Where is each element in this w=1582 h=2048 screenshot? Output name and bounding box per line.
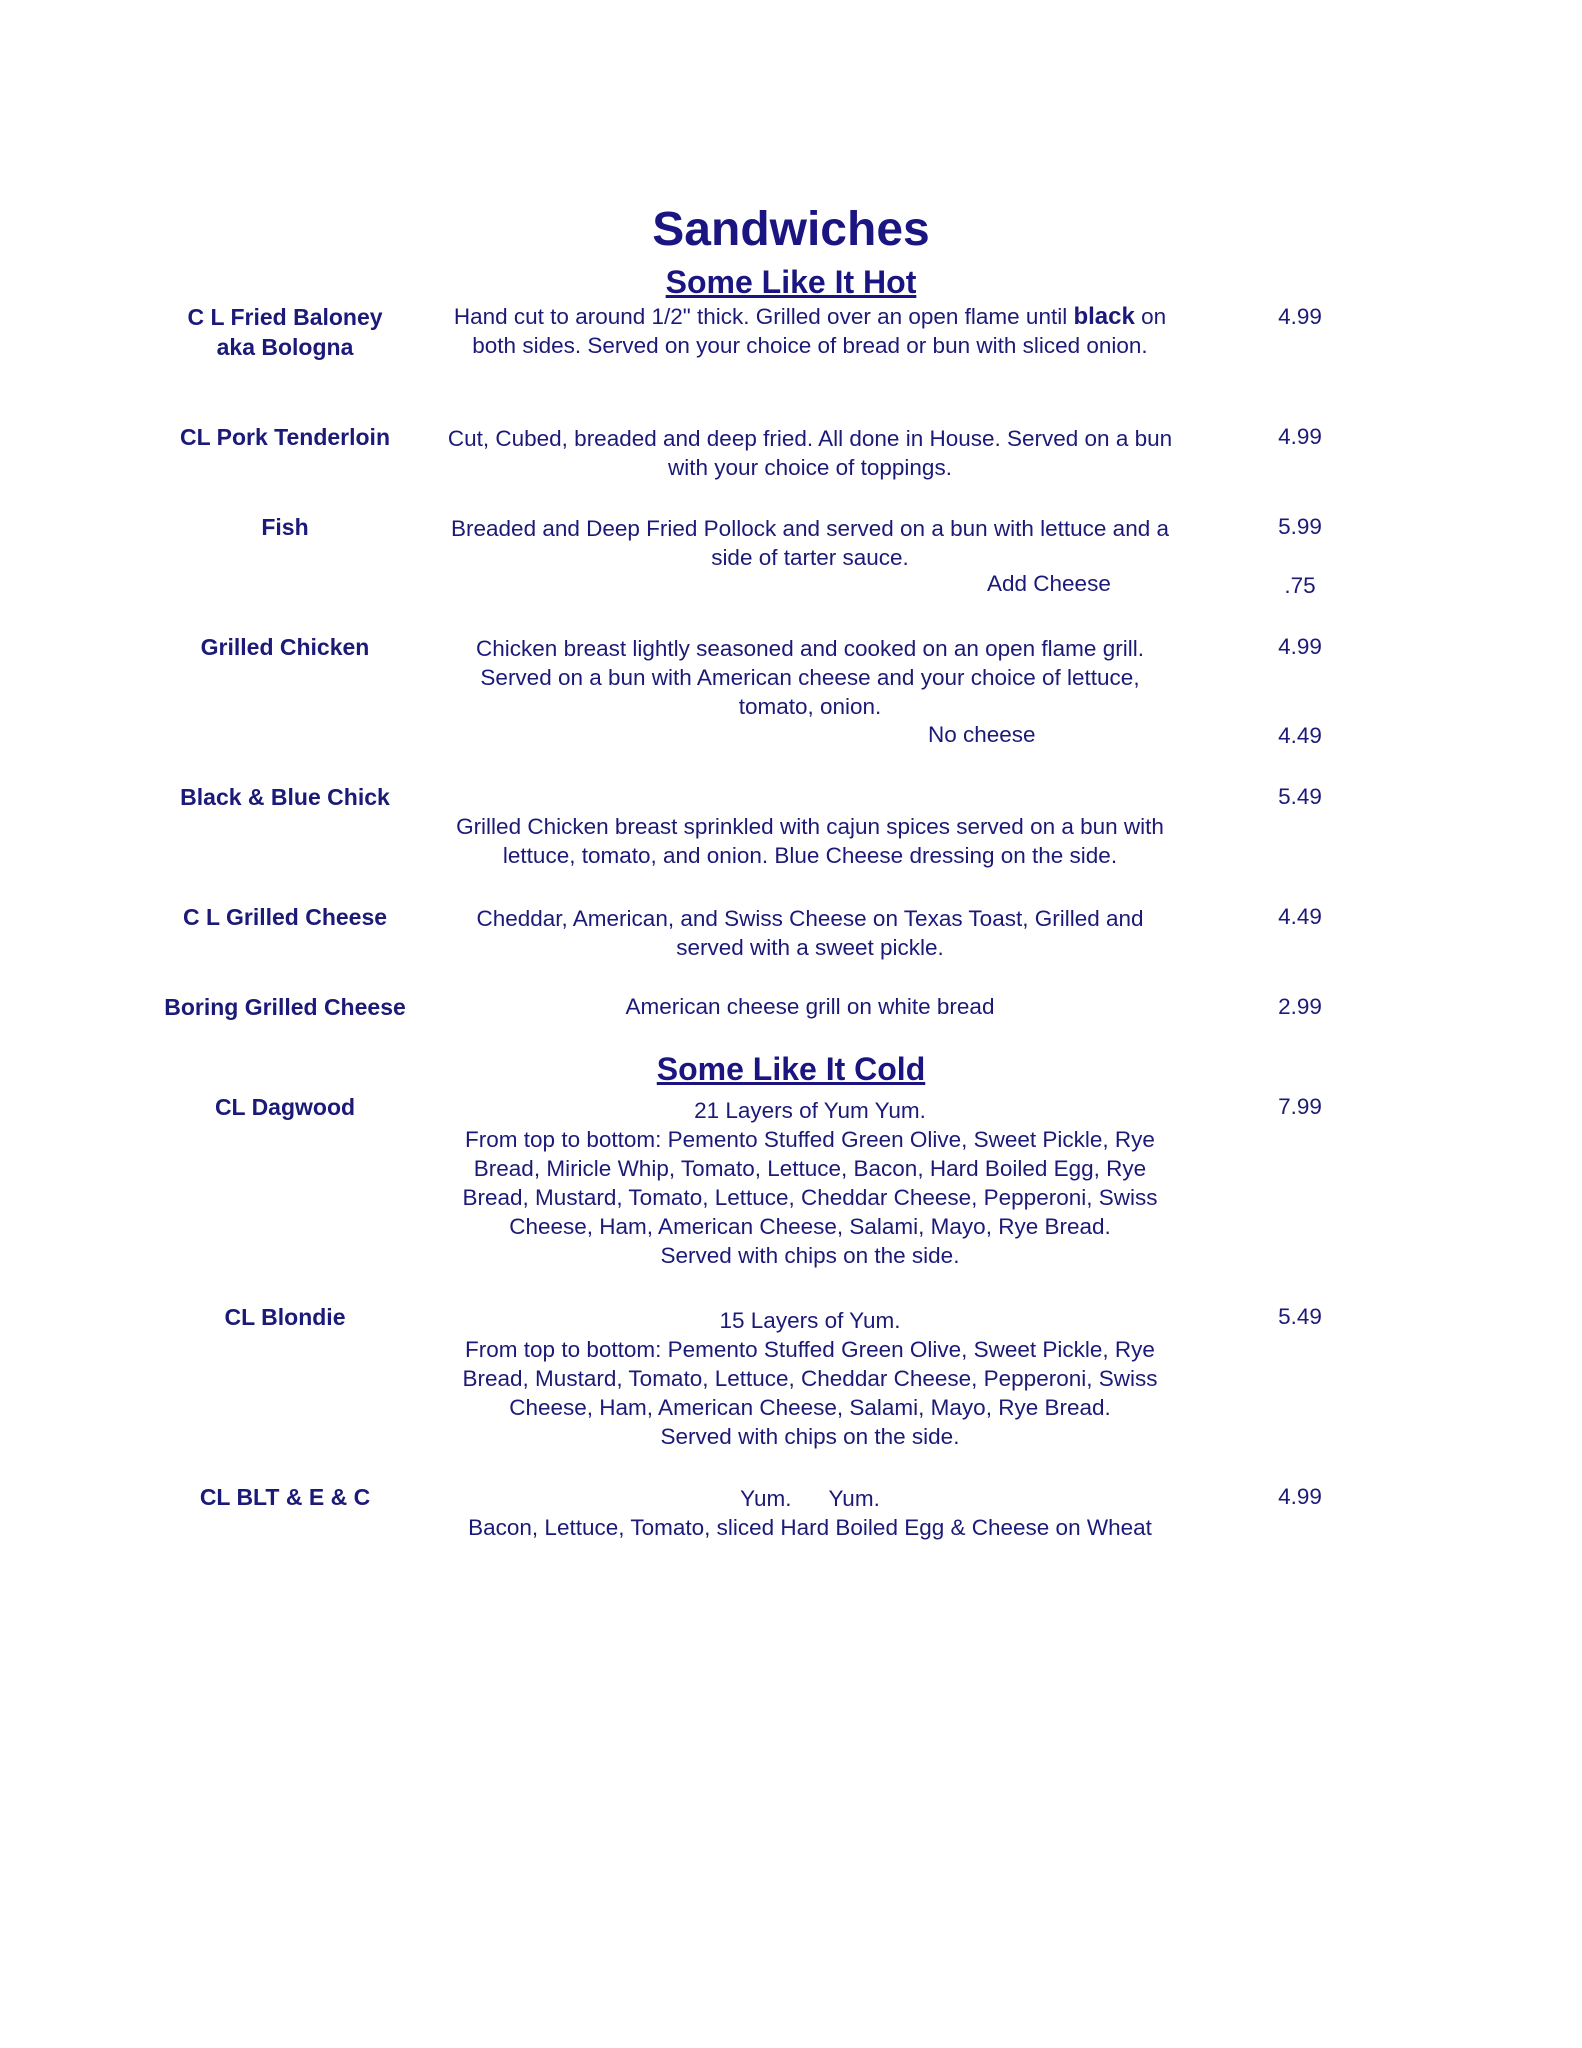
item-name: CL Dagwood	[214, 1094, 356, 1120]
item-name: Grilled Chicken	[200, 634, 370, 660]
item-description: American cheese grill on white bread	[625, 994, 995, 1019]
item-description: Cut, Cubed, breaded and deep fried. All done in House. Served on a bun with your choice of toppings.	[447, 426, 1173, 480]
description-headline: 15 Layers of Yum.	[719, 1308, 901, 1333]
item-description: Chicken breast lightly seasoned and cooked on an open flame grill. Served on a bun with American cheese and your choice of lettuce, tomato, onion.	[476, 636, 1144, 719]
description-headline: Yum. Yum.	[740, 1486, 880, 1511]
description-text: From top to bottom: Pemento Stuffed Green Olive, Sweet Pickle, Rye Bread, Miricle Whip, Tomato, Lettuce, Bacon, Hard Boiled Egg, Rye Bread, Mustard, Tomato, Lettuce, Cheddar Cheese, Pepperoni, Swiss Cheese, Ham, American Cheese, Salami, Mayo, Rye Bread.	[462, 1127, 1158, 1239]
item-name: C L Grilled Cheese	[182, 904, 388, 930]
item-price: 4.99	[1278, 634, 1322, 659]
item-description	[440, 1484, 1180, 1542]
section-heading-hot: Some Like It Hot	[665, 264, 917, 300]
item-name: Fish	[261, 514, 309, 540]
item-price: 4.99	[1278, 304, 1322, 329]
description-headline: 21 Layers of Yum Yum.	[694, 1098, 926, 1123]
item-name: Black & Blue Chick	[180, 784, 390, 810]
description-footer: Served with chips on the side.	[660, 1424, 960, 1449]
addon-price: 4.49	[1278, 723, 1322, 748]
item-price: 4.99	[1278, 1484, 1322, 1509]
item-name: CL Pork Tenderloin	[179, 424, 390, 450]
page-title: Sandwiches	[652, 203, 930, 256]
description-text: From top to bottom: Pemento Stuffed Green Olive, Sweet Pickle, Rye Bread, Mustard, Tomato, Lettuce, Cheddar Cheese, Pepperoni, Swiss Cheese, Ham, American Cheese, Salami, Mayo, Rye Bread.	[462, 1337, 1158, 1420]
item-price: 5.99	[1278, 514, 1322, 539]
item-name: CL Blondie	[224, 1304, 346, 1330]
description-emphasis: black	[1073, 303, 1135, 330]
item-description	[440, 1096, 1180, 1270]
item-description	[440, 302, 1180, 360]
description-footer: Served with chips on the side.	[660, 1243, 960, 1268]
item-price: 4.99	[1278, 424, 1322, 449]
item-description: Breaded and Deep Fried Pollock and served on a bun with lettuce and a side of tarter sauce.	[451, 516, 1169, 570]
addon-label: Add Cheese	[987, 571, 1111, 596]
description-text: Bacon, Lettuce, Tomato, sliced Hard Boiled Egg & Cheese on Wheat	[468, 1515, 1152, 1540]
item-name: CL BLT & E & C	[199, 1484, 371, 1510]
addon-label: No cheese	[928, 722, 1036, 747]
item-name: Boring Grilled Cheese	[164, 994, 406, 1020]
item-price: 5.49	[1278, 1304, 1322, 1329]
item-name: C L Fried Baloney aka Bologna	[187, 304, 383, 360]
item-price: 7.99	[1278, 1094, 1322, 1119]
description-text: on both sides. Served on your choice of bread or bun with sliced onion.	[472, 304, 1167, 358]
item-description: Cheddar, American, and Swiss Cheese on Texas Toast, Grilled and served with a sweet pickle.	[476, 906, 1144, 960]
item-price: 2.99	[1278, 994, 1322, 1019]
item-price: 4.49	[1278, 904, 1322, 929]
description-text: Hand cut to around 1/2" thick. Grilled over an open flame until	[453, 304, 1074, 329]
item-price: 5.49	[1278, 784, 1322, 809]
section-heading-cold: Some Like It Cold	[656, 1051, 926, 1087]
item-description	[440, 1306, 1180, 1451]
addon-price: .75	[1284, 573, 1316, 598]
item-description: Grilled Chicken breast sprinkled with cajun spices served on a bun with lettuce, tomato, and onion. Blue Cheese dressing on the side.	[456, 814, 1164, 868]
